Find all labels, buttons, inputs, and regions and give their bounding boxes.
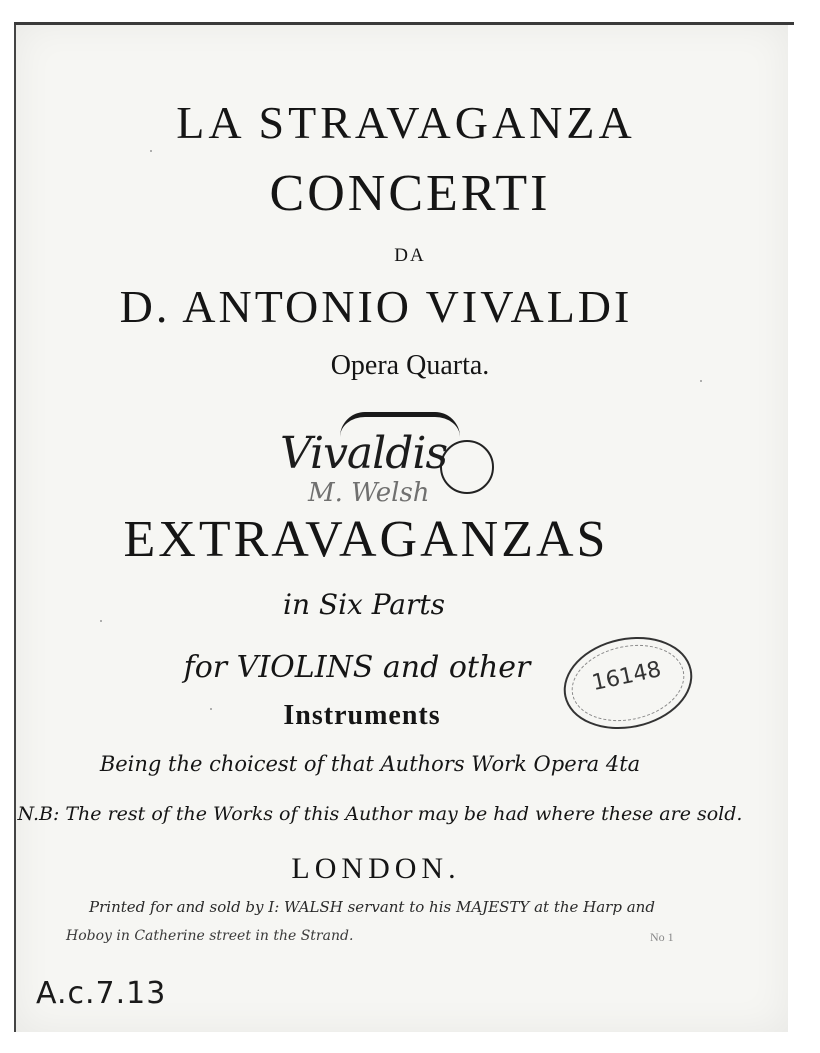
title-line-3: DA xyxy=(394,245,426,266)
handwritten-signature: Vivaldis xyxy=(280,428,448,479)
being-line: Being the choicest of that Authors Work Opera 4ta xyxy=(99,752,641,776)
library-call-mark: A.c.7.13 xyxy=(36,976,167,1011)
english-title: EXTRAVAGANZAS xyxy=(123,511,609,568)
title-line-2: CONCERTI xyxy=(269,165,551,222)
title-line-1: LA STRAVAGANZA xyxy=(176,97,636,148)
composer-name: D. ANTONIO VIVALDI xyxy=(119,281,633,332)
imprint-line-1: Printed for and sold by I: WALSH servant to his MAJESTY at the Harp and xyxy=(89,898,655,916)
imprint-line-2: Hoboy in Catherine street in the Strand. xyxy=(66,928,354,944)
parts-line: in Six Parts xyxy=(283,588,445,621)
opus-subtitle: Opera Quarta. xyxy=(330,350,490,381)
paper-speck xyxy=(700,380,702,382)
paper-speck xyxy=(150,150,152,152)
paper-speck xyxy=(100,620,102,622)
nota-bene-line: N.B: The rest of the Works of this Author may be had where these are sold. xyxy=(17,803,743,825)
page-top-border xyxy=(14,22,794,25)
instruments-line: Instruments xyxy=(283,700,441,731)
page-mark: No 1 xyxy=(650,930,674,944)
imprint-city: LONDON. xyxy=(291,852,461,885)
violins-line: for VIOLINS and other xyxy=(183,650,531,685)
stamp-number: 16148 xyxy=(589,657,664,697)
handwritten-annotation: M. Welsh xyxy=(308,478,430,508)
paper-speck xyxy=(210,708,212,710)
